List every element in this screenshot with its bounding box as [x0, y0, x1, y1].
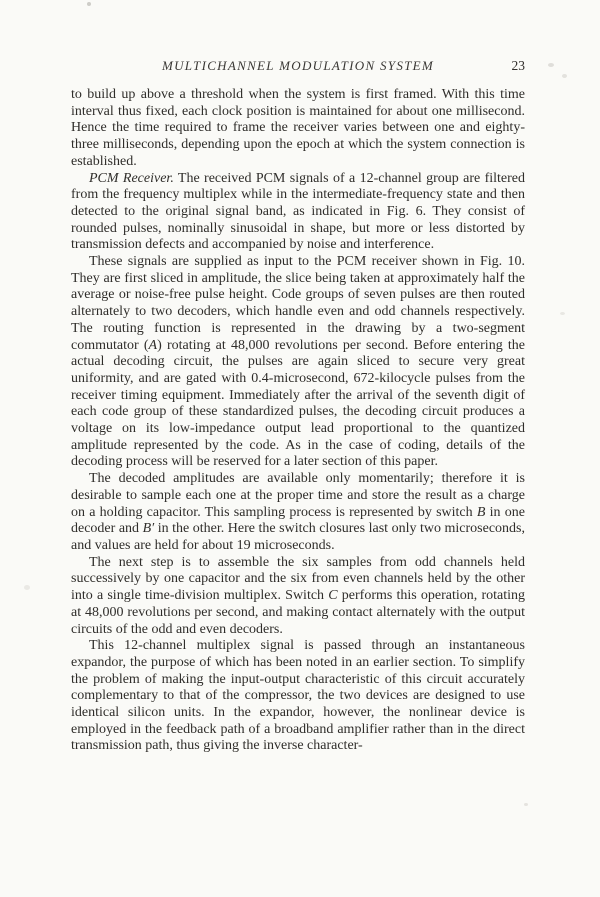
- scan-speck: [560, 312, 565, 315]
- paragraph-decoding: [71, 254, 525, 471]
- scan-speck: [562, 74, 567, 78]
- body-text: This 12-channel multiplex signal is passed through an instantaneous expandor, the purpose of which has been noted in an earlier section. To simplify the problem of making the input-output characteristic of this circuit accurately complementary to that of the compressor, the two devices are designed to use identical silicon units. In the expandor, however, the nonlinear device is employed in the feedback path of a broadband amplifier rather than in the direct transmission path, thus giving the inverse character-: [71, 638, 525, 754]
- scan-speck: [548, 63, 554, 67]
- body-text: These signals are supplied as input to the PCM receiver shown in Fig. 10. They are first sliced in amplitude, the slice being taken at approximately half the average or noise-free pulse height. Code groups of seven pulses are then routed alternately to two decoders, which handle even and odd channels respectively. The routing function is represented in the drawing by a two-segment commutator (: [71, 254, 525, 353]
- body-text: in the other. Here the switch closures last only two microseconds, and values are held for about 19 microseconds.: [71, 521, 525, 553]
- text-block: [71, 58, 525, 755]
- scan-speck: [24, 585, 30, 590]
- paragraph-sampling: [71, 471, 525, 555]
- italic-text: PCM Receiver.: [89, 170, 174, 186]
- body-text: to build up above a threshold when the system is first framed. With this time interval thus fixed, each clock position is maintained for about one millisecond. Hence the time required to frame the receiver varies between one and eighty-three milliseconds, depending upon the epoch at which the system connection is established.: [71, 87, 525, 169]
- italic-text: C: [328, 588, 338, 604]
- italic-text: B′: [142, 521, 155, 537]
- paragraph-continuation: [71, 87, 525, 171]
- scan-speck: [524, 803, 528, 806]
- body-text: The decoded amplitudes are available only momentarily; therefore it is desirable to sample each one at the proper time and store the result as a charge on a holding capacitor. This sampling process is represented by switch: [71, 471, 525, 520]
- italic-text: A: [148, 337, 158, 353]
- body-text: performs this operation, rotating at 48,000 revolutions per second, and making contact alternately with the output circuits of the odd and even decoders.: [71, 588, 525, 637]
- paragraph-pcm-receiver: [71, 171, 525, 255]
- paragraph-expandor: [71, 638, 525, 755]
- paragraph-assembly: [71, 555, 525, 639]
- page-number: 23: [511, 58, 525, 73]
- scan-speck: [87, 2, 91, 6]
- body-text: The received PCM signals of a 12-channel group are filtered from the frequency multiplex while in the intermediate-frequency state and then detected to the original signal band, as indicated in Fig. 6. They consist of rounded pulses, nominally sinusoidal in shape, but more or less distorted by transmission defects and accompanied by noise and interference.: [71, 170, 526, 253]
- running-header: [71, 58, 525, 74]
- body-text: in one decoder and: [71, 504, 525, 537]
- body-text: The next step is to assemble the six samples from odd channels held successively by one capacitor and the six from even channels held by the other into a single time-division multiplex. Switch: [71, 554, 525, 604]
- page-body: [71, 87, 525, 755]
- body-text: ) rotating at 48,000 revolutions per second. Before entering the actual decoding circuit, the pulses are again sliced to secure very great uniformity, and are gated with 0.4-microsecond, 672-kilocycle pulses from the receiver timing equipment. Immediately after the arrival of the seventh digit of each code group of these standardized pulses, the decoding circuit produces a voltage on its low-impedance output lead proportional to the quantized amplitude represented by the code. As in the case of coding, details of the decoding process will be reserved for a later section of this paper.: [71, 337, 525, 470]
- running-header-title: MULTICHANNEL MODULATION SYSTEM: [161, 58, 435, 73]
- italic-text: B: [476, 504, 486, 520]
